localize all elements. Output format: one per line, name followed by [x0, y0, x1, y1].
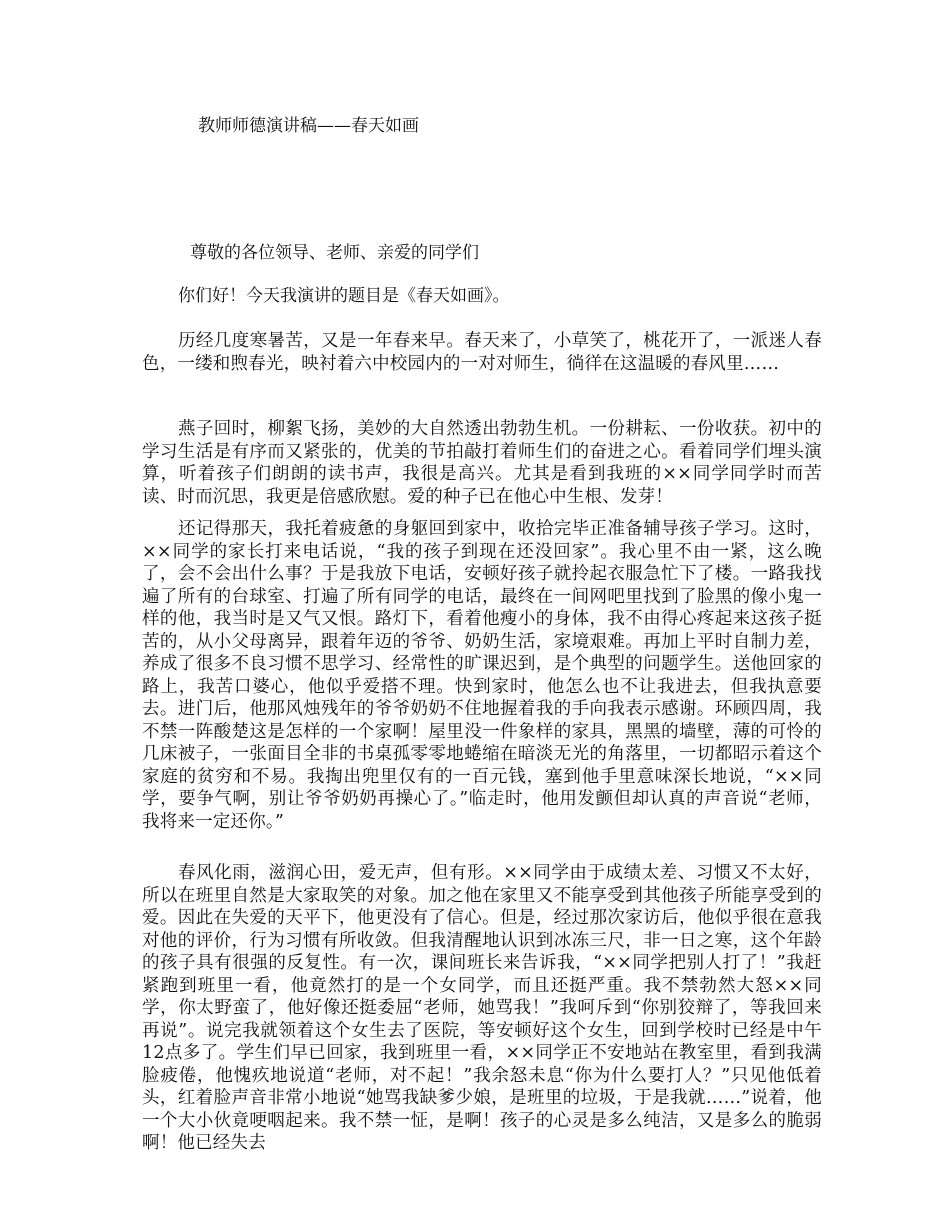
salutation: 尊敬的各位领导、老师、亲爱的同学们 — [190, 243, 479, 263]
greeting: 你们好！今天我演讲的题目是《春天如画》。 — [178, 286, 510, 306]
paragraph-2: 燕子回时，柳絮飞扬，美妙的大自然透出勃勃生机。一份耕耘、一份收获。初中的学习生活是有序而又紧张的，优美的节拍敲打着师生们的奋进之心。看着同学们埋头演算，听着孩子们朗朗的读书声，我很是高兴。尤其是看到我班的××同学同学时而苦读、时而沉思，我更是倍感欣慰。爱的种子已在他心中生根、发芽！ — [142, 419, 822, 507]
document-title: 教师师德演讲稿——春天如画 — [198, 116, 419, 136]
paragraph-1: 历经几度寒暑苦，又是一年春来早。春天来了，小草笑了，桃花开了，一派迷人春色，一缕和煦春光，映衬着六中校园内的一对对师生，徜徉在这温暖的春风里…… — [142, 331, 822, 374]
paragraph-3: 还记得那天，我托着疲惫的身躯回到家中，收拾完毕正准备辅导孩子学习。这时，××同学的家长打来电话说，“我的孩子到现在还没回家”。我心里不由一紧，这么晚了，会不会出什么事？于是我放下电话，安顿好孩子就拎起衣服急忙下了楼。一路我找遍了所有的台球室、打遍了所有同学的电话，最终在一间网吧里找到了脸黑的像小鬼一样的他，我当时是又气又恨。路灯下，看着他瘦小的身体，我不由得心疼起来这孩子挺苦的，从小父母离异，跟着年迈的爷爷、奶奶生活，家境艰难。再加上平时自制力差，养成了很多不良习惯不思学习、经常性的旷课迟到，是个典型的问题学生。送他回家的路上，我苦口婆心，他似乎爱搭不理。快到家时，他怎么也不让我进去，但我执意要去。进门后，他那风烛残年的爷爷奶奶不住地握着我的手向我表示感谢。环顾四周，我不禁一阵酸楚这是怎样的一个家啊！屋里没一件象样的家具，黑黑的墙壁，薄的可怜的几床被子，一张面目全非的书桌孤零零地蜷缩在暗淡无光的角落里，一切都昭示着这个家庭的贫穷和不易。我掏出兜里仅有的一百元钱，塞到他手里意味深长地说，“××同学，要争气啊，别让爷爷奶奶再操心了。”临走时，他用发颤但却认真的声音说“老师，我将来一定还你。” — [142, 519, 822, 832]
paragraph-4: 春风化雨，滋润心田，爱无声，但有形。××同学由于成绩太差、习惯又不太好，所以在班里自然是大家取笑的对象。加之他在家里又不能享受到其他孩子所能享受到的爱。因此在失爱的天平下，他更没有了信心。但是，经过那次家访后，他似乎很在意我对他的评价，行为习惯有所收敛。但我清醒地认识到冰冻三尺，非一日之寒，这个年龄的孩子具有很强的反复性。有一次，课间班长来告诉我，“××同学把别人打了！”我赶紧跑到班里一看，他竟然打的是一个女同学，而且还挺严重。我不禁勃然大怒××同学，你太野蛮了，他好像还挺委屈“老师，她骂我！”我呵斥到“你别狡辩了，等我回来再说”。说完我就领着这个女生去了医院，等安顿好这个女生，回到学校时已经是中午12点多了。学生们早已回家，我到班里一看，××同学正不安地站在教室里，看到我满脸疲倦，他愧疚地说道“老师，对不起！”我余怒未息“你为什么要打人？”只见他低着头，红着脸声音非常小地说“她骂我缺爹少娘，是班里的垃圾，于是我就……”说着，他一个大小伙竟哽咽起来。我不禁一怔，是啊！孩子的心灵是多么纯洁，又是多么的脆弱啊！他已经失去 — [142, 863, 822, 1153]
